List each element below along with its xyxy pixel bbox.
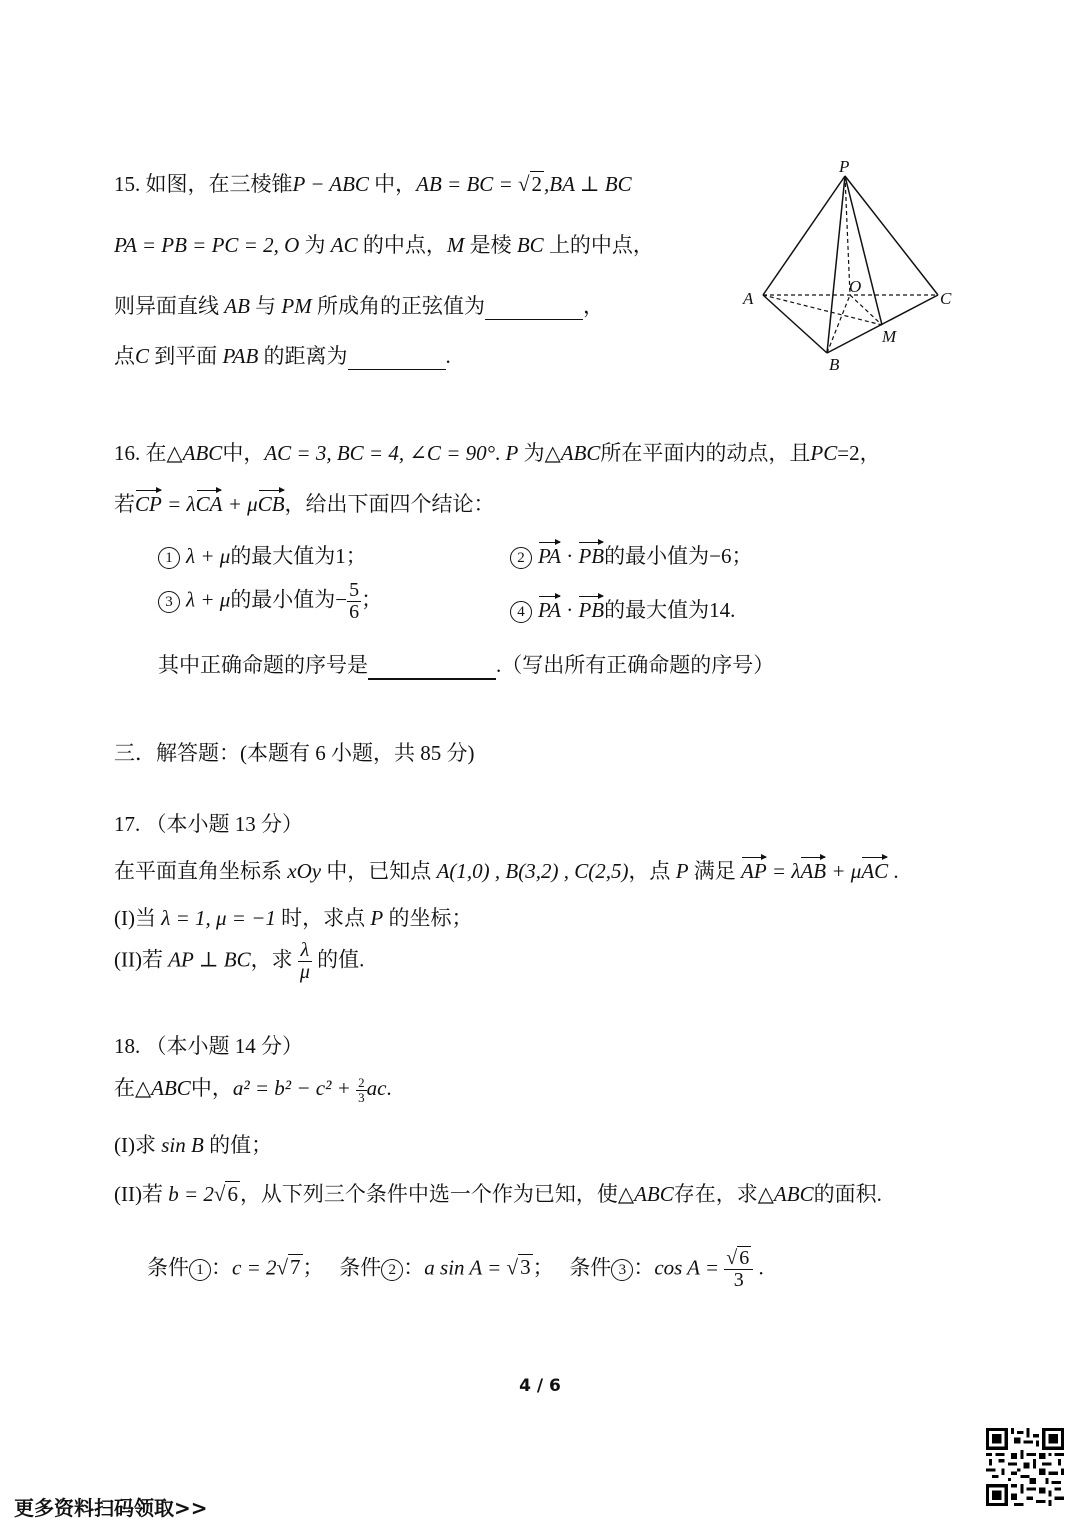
q17-part2: (II)若 AP ⊥ BC，求 $\frac{\lambda}{\mu}$ 的值. (114, 939, 365, 983)
page-number: 4 / 6 (519, 1376, 561, 1396)
q16-line1: 16. 在△ABC中，AC = 3, BC = 4, ∠C = 90°. P 为△ABC所在平面内的动点，且PC=2， (114, 441, 881, 465)
q16-conclusion-1: 1 λ + μ的最大值为1； (158, 540, 367, 570)
label-P: P (839, 157, 850, 176)
q17-heading: 17. （本小题 13 分） (114, 812, 303, 836)
q18-line1: 在△ABC中，a² = b² − c² + $\frac{2}{3}$ ac. (114, 1075, 392, 1105)
q15-line3: 则异面直线 AB 与 PM 所成角的正弦值为 ， (114, 294, 604, 320)
q17-part1: (I)当 λ = 1, μ = −1 时，求点 P 的坐标； (114, 906, 473, 930)
answer-blank (485, 294, 583, 320)
q16-conclusion-2: 2 PA · PB的最小值为−6； (510, 540, 752, 570)
q18-conditions: 条件 1 ：c = 2√7； 条件 2 ：a sin A = √3； 条件 3 ：cos A = $\frac{√ 6}{3}$ . (147, 1247, 764, 1291)
q16-conclusion-4: 4 PA · PB的最大值为14. (510, 594, 735, 624)
q18-part1: (I)求 sin B 的值； (114, 1133, 273, 1157)
q16-line2: 若CP = λCA + μCB，给出下面四个结论： (114, 492, 495, 516)
q15-line2: PA = PB = PC = 2, O 为 AC 的中点，M 是棱 BC 上的中点， (114, 233, 654, 257)
q15-line4: 点C 到平面 PAB 的距离为 . (114, 344, 451, 370)
label-A: A (743, 289, 754, 308)
pyramid-figure (735, 150, 960, 380)
label-O: O (849, 277, 862, 296)
fraction: $\frac{2}{3}$ (358, 1075, 365, 1105)
fraction: $\frac{5}{6}$ (349, 579, 360, 623)
label-C: C (940, 289, 952, 308)
section-heading: 三．解答题：(本题有 6 小题，共 85 分) (114, 741, 475, 765)
q15-line1: 15. 如图，在三棱锥P − ABC 中，AB = BC = √2,BA ⊥ BC (114, 172, 632, 196)
q18-part2: (II)若 b = 2√6，从下列三个条件中选一个作为已知，使△ABC存在，求△ABC的面积. (114, 1182, 882, 1206)
fraction: $\frac{\lambda}{\mu}$ (299, 939, 310, 983)
fraction: $\frac{√ 6}{3}$ (724, 1248, 753, 1291)
label-B: B (829, 355, 840, 374)
qr-code-icon[interactable] (986, 1428, 1064, 1506)
q16-answer-line: 其中正确命题的序号是 .（写出所有正确命题的序号） (158, 653, 774, 680)
answer-blank (348, 344, 446, 370)
q16-conclusion-3: 3 λ + μ的最小值为− $\frac{5}{6}$ ； (158, 580, 382, 623)
label-M: M (882, 327, 897, 346)
footer-promo-text: 更多资料扫码领取>> (14, 1496, 208, 1520)
q18-heading: 18. （本小题 14 分） (114, 1034, 303, 1058)
answer-blank (368, 653, 496, 680)
q17-line1: 在平面直角坐标系 xOy 中，已知点 A(1,0) , B(3,2) , C(2,5)，点 P 满足 AP = λAB + μAC . (114, 859, 899, 883)
